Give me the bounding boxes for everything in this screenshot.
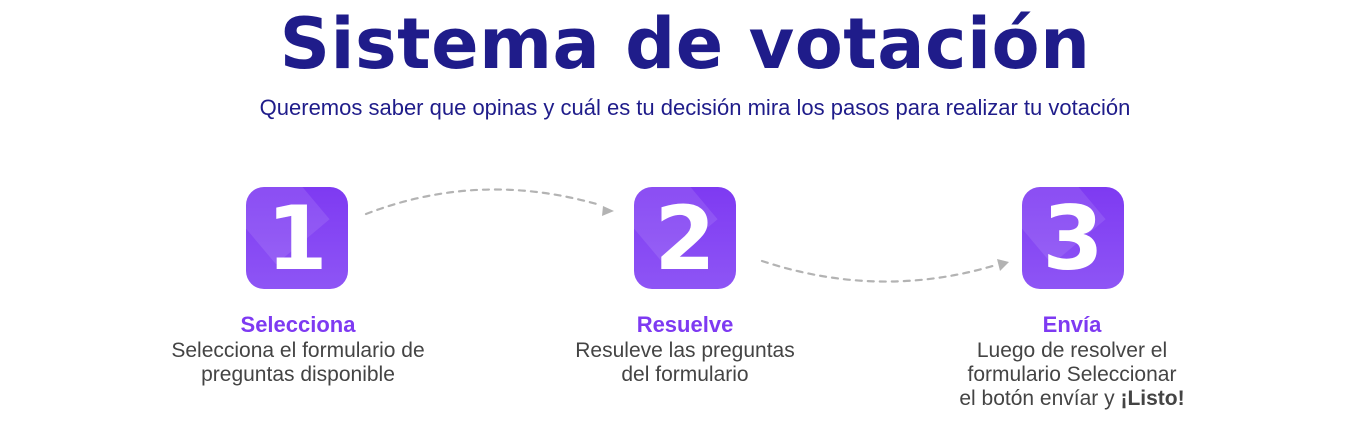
step-2-number: 2 — [654, 187, 716, 289]
step-2-desc-line: del formulario — [621, 363, 749, 386]
arrowhead-icon — [997, 259, 1009, 271]
step-3 — [892, 312, 1252, 411]
step-1-badge — [246, 187, 348, 289]
step-3-badge — [1022, 187, 1124, 289]
arrow-2-to-3 — [762, 259, 1009, 282]
dashed-arrow-icon — [762, 261, 996, 282]
page-subtitle: Queremos saber que opinas y cuál es tu decisión mira los pasos para realizar tu votación — [259, 95, 1131, 120]
step-3-desc-line: formulario Seleccionar — [967, 363, 1177, 386]
step-3-description — [892, 339, 1252, 411]
step-1-desc-line: preguntas disponible — [201, 363, 395, 386]
step-1-title: Selecciona — [240, 312, 356, 337]
dashed-arrow-icon — [366, 189, 600, 214]
step-1-description — [118, 339, 478, 387]
step-3-desc-line: Luego de resolver el — [976, 339, 1168, 362]
step-3-desc-line — [892, 387, 1252, 411]
step-2-desc-line: Resuleve las preguntas — [575, 339, 795, 362]
step-2 — [505, 312, 865, 387]
step-3-desc-text: el botón envíar y — [959, 387, 1121, 410]
step-1-desc-line: Selecciona el formulario de — [171, 339, 425, 362]
step-3-number: 3 — [1042, 187, 1104, 289]
step-2-badge — [634, 187, 736, 289]
step-2-description — [505, 339, 865, 387]
step-2-title: Resuelve — [636, 312, 734, 337]
arrow-1-to-2 — [366, 189, 614, 216]
step-1-number: 1 — [266, 187, 328, 289]
step-1 — [118, 312, 478, 387]
page-title: Sistema de votación — [279, 3, 1091, 85]
step-3-title: Envía — [1042, 312, 1102, 337]
step-3-desc-emphasis: ¡Listo! — [1120, 387, 1185, 410]
arrowhead-icon — [602, 206, 614, 216]
